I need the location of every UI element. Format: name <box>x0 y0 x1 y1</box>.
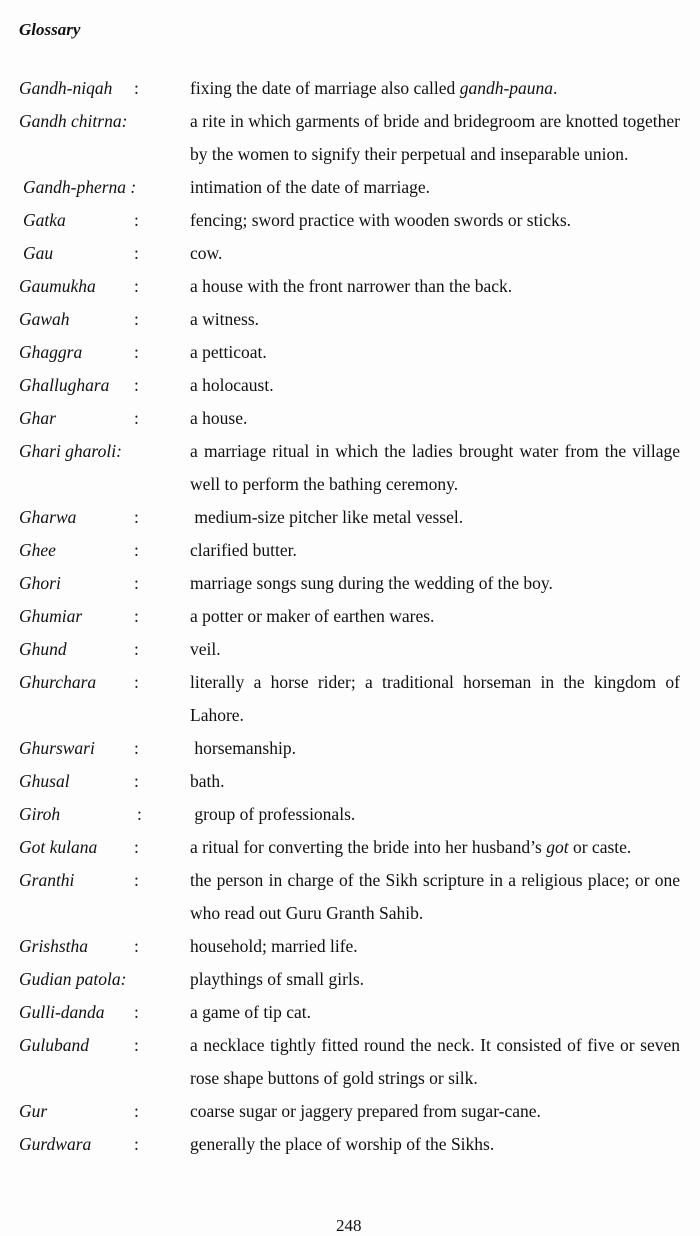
separator-colon: : <box>134 606 139 626</box>
glossary-term: Ghurswari <box>19 738 95 758</box>
glossary-definition: playthings of small girls. <box>190 969 365 989</box>
separator-colon: : <box>134 837 139 857</box>
glossary-definition: a house with the front narrower than the back. <box>190 276 513 296</box>
glossary-term: Gharwa <box>19 507 77 527</box>
separator-colon: : <box>134 408 139 428</box>
glossary-definition: a necklace tightly fitted round the neck. It consisted of five or seven rose shape buttons of gold strings or silk. <box>190 1035 680 1088</box>
glossary-definition: clarified butter. <box>190 540 297 560</box>
separator-colon: : <box>134 672 139 692</box>
glossary-definition: horsemanship. <box>190 738 296 758</box>
glossary-definition: household; married life. <box>190 936 358 956</box>
glossary-entry <box>0 765 700 798</box>
glossary-entry <box>0 831 700 864</box>
separator-colon: : <box>134 210 139 230</box>
glossary-entry <box>0 798 700 831</box>
glossary-term: Guluband <box>19 1035 89 1055</box>
glossary-term: Gur <box>19 1101 48 1121</box>
glossary-entry <box>0 369 700 402</box>
glossary-entry <box>0 963 700 996</box>
glossary-definition: marriage songs sung during the wedding of the boy. <box>190 573 553 593</box>
glossary-entry <box>0 435 700 501</box>
glossary-entry <box>0 1095 700 1128</box>
separator-colon: : <box>134 1035 139 1055</box>
glossary-term: Gatka <box>23 210 66 230</box>
glossary-term: Ghund <box>19 639 67 659</box>
separator-colon: : <box>134 639 139 659</box>
glossary-definition: veil. <box>190 639 221 659</box>
glossary-term: Gawah <box>19 309 70 329</box>
glossary-term: Gandh chitrna: <box>19 111 128 131</box>
glossary-entry <box>0 633 700 666</box>
glossary-definition: a game of tip cat. <box>190 1002 311 1022</box>
glossary-entry <box>0 930 700 963</box>
glossary-term: Gaumukha <box>19 276 96 296</box>
glossary-term: Granthi <box>19 870 75 890</box>
separator-colon: : <box>137 804 142 824</box>
glossary-definition: a petticoat. <box>190 342 267 362</box>
glossary-entry <box>0 600 700 633</box>
glossary-term: Ghumiar <box>19 606 83 626</box>
glossary-entry <box>0 666 700 732</box>
separator-colon: : <box>134 276 139 296</box>
glossary-term: Giroh <box>19 804 61 824</box>
separator-colon: : <box>134 936 139 956</box>
glossary-term: Grishstha <box>19 936 89 956</box>
glossary-entry <box>0 402 700 435</box>
glossary-definition: a rite in which garments of bride and bridegroom are knotted together by the women to signify their perpetual and inseparable union. <box>190 111 680 164</box>
glossary-entry <box>0 204 700 237</box>
glossary-term: Ghori <box>19 573 61 593</box>
separator-colon: : <box>134 870 139 890</box>
glossary-entry <box>0 1029 700 1095</box>
glossary-term: Gudian patola: <box>19 969 127 989</box>
separator-colon: : <box>134 1101 139 1121</box>
glossary-entry <box>0 303 700 336</box>
glossary-term: Gandh-niqah <box>19 78 113 98</box>
glossary-entry <box>0 534 700 567</box>
glossary-term: Ghaggra <box>19 342 83 362</box>
glossary-entry <box>0 732 700 765</box>
page-number: 248 <box>336 1216 362 1235</box>
glossary-definition: a witness. <box>190 309 260 329</box>
glossary-definition: coarse sugar or jaggery prepared from sugar-cane. <box>190 1101 541 1121</box>
glossary-definition: cow. <box>190 243 223 263</box>
glossary-definition: group of professionals. <box>190 804 356 824</box>
glossary-definition: a potter or maker of earthen wares. <box>190 606 435 626</box>
glossary-entry <box>0 567 700 600</box>
separator-colon: : <box>134 342 139 362</box>
separator-colon: : <box>134 375 139 395</box>
separator-colon: : <box>134 78 139 98</box>
glossary-term: Gau <box>23 243 54 263</box>
glossary-entry <box>0 72 700 105</box>
separator-colon: : <box>134 771 139 791</box>
glossary-term: Gurdwara <box>19 1134 92 1154</box>
glossary-list <box>0 72 700 1161</box>
glossary-term: Gandh-pherna : <box>23 177 137 197</box>
glossary-definition: intimation of the date of marriage. <box>190 177 431 197</box>
glossary-entry <box>0 237 700 270</box>
glossary-entry <box>0 270 700 303</box>
glossary-term: Ghallughara <box>19 375 110 395</box>
glossary-definition: medium-size pitcher like metal vessel. <box>190 507 464 527</box>
glossary-definition: fixing the date of marriage also called gandh-pauna. <box>190 78 558 98</box>
separator-colon: : <box>134 1002 139 1022</box>
separator-colon: : <box>134 573 139 593</box>
separator-colon: : <box>134 507 139 527</box>
glossary-definition: generally the place of worship of the Sikhs. <box>190 1134 495 1154</box>
glossary-term: Ghee <box>19 540 56 560</box>
glossary-definition: the person in charge of the Sikh scripture in a religious place; or one who read out Guru Granth Sahib. <box>190 870 680 923</box>
glossary-definition: a ritual for converting the bride into her husband’s got or caste. <box>190 837 632 857</box>
page-title: Glossary <box>19 20 81 39</box>
separator-colon: : <box>134 309 139 329</box>
glossary-entry <box>0 105 700 171</box>
separator-colon: : <box>134 738 139 758</box>
glossary-definition: a holocaust. <box>190 375 274 395</box>
separator-colon: : <box>134 243 139 263</box>
glossary-definition: fencing; sword practice with wooden swords or sticks. <box>190 210 572 230</box>
glossary-entry <box>0 171 700 204</box>
separator-colon: : <box>134 540 139 560</box>
glossary-term: Ghusal <box>19 771 70 791</box>
glossary-entry <box>0 1128 700 1161</box>
glossary-term: Ghurchara <box>19 672 97 692</box>
separator-colon: : <box>134 1134 139 1154</box>
glossary-term: Ghar <box>19 408 56 428</box>
glossary-entry <box>0 996 700 1029</box>
glossary-entry <box>0 864 700 930</box>
glossary-term: Got kulana <box>19 837 98 857</box>
glossary-entry <box>0 336 700 369</box>
glossary-definition: bath. <box>190 771 225 791</box>
glossary-term: Gulli-danda <box>19 1002 105 1022</box>
glossary-definition: a marriage ritual in which the ladies brought water from the village well to perform the bathing ceremony. <box>190 441 680 494</box>
glossary-definition: a house. <box>190 408 248 428</box>
glossary-definition: literally a horse rider; a traditional horseman in the kingdom of Lahore. <box>190 672 680 725</box>
glossary-entry <box>0 501 700 534</box>
glossary-term: Ghari gharoli: <box>19 441 122 461</box>
